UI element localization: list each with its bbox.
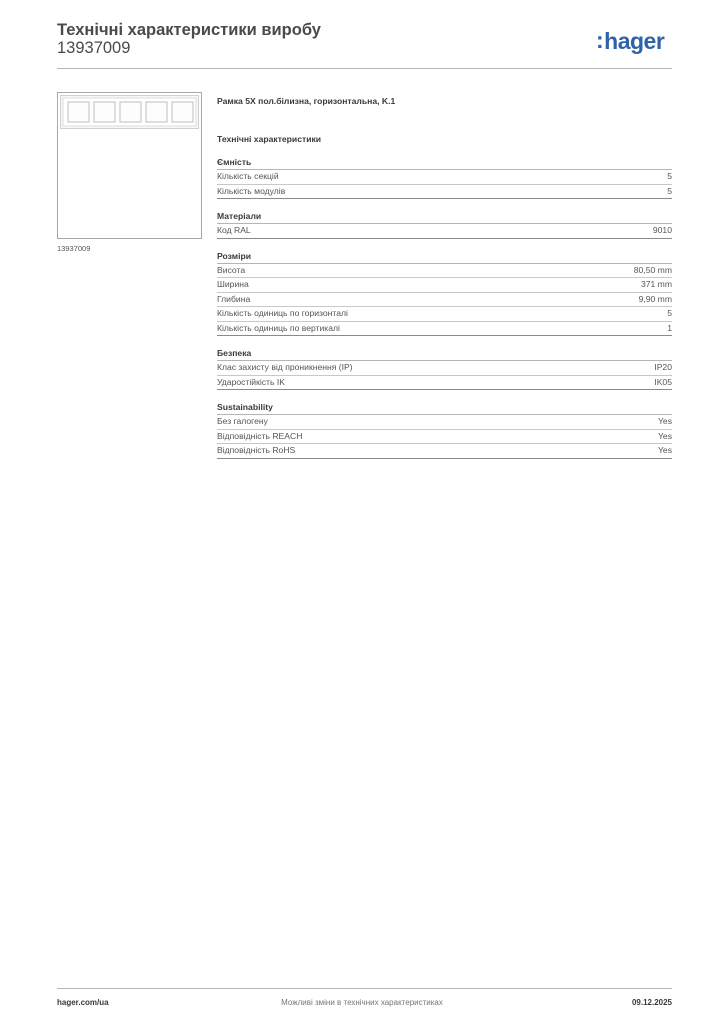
spec-value: 80,50 mm: [633, 264, 672, 275]
header-divider: [57, 68, 672, 69]
spec-value: IP20: [654, 362, 672, 372]
section-title: Sustainability: [217, 401, 672, 415]
spec-section: [217, 156, 672, 199]
logo-text: hager: [604, 28, 665, 54]
spec-label: Клас захисту від проникнення (IP): [217, 362, 353, 372]
spec-sections: [217, 156, 672, 459]
footer-divider: [57, 988, 672, 989]
spec-label: Кількість модулів: [217, 185, 286, 196]
spec-label: Кількість секцій: [217, 171, 279, 181]
spec-content: [217, 96, 672, 470]
spec-value: Yes: [657, 416, 672, 426]
specs-heading: Технічні характеристики: [217, 134, 322, 144]
spec-row: [217, 322, 672, 337]
spec-row: [217, 293, 672, 308]
section-title: Ємність: [217, 156, 672, 170]
section-title: Розміри: [217, 250, 672, 264]
spec-label: Код RAL: [217, 225, 251, 235]
spec-row: [217, 444, 672, 459]
spec-value: 9,90 mm: [638, 293, 672, 304]
hager-logo[interactable]: [596, 28, 664, 55]
section-title: Безпека: [217, 347, 672, 361]
spec-row: [217, 278, 672, 293]
spec-label: Висота: [217, 264, 246, 275]
product-image: [57, 92, 202, 239]
product-name: Рамка 5X пол.білизна, горизонтальна, K.1: [217, 96, 396, 106]
spec-value: Yes: [657, 430, 672, 441]
spec-value: 9010: [652, 225, 672, 235]
image-caption: 13937009: [57, 244, 91, 253]
spec-row: [217, 170, 672, 185]
spec-section: [217, 210, 672, 239]
spec-value: 371 mm: [640, 279, 672, 289]
spec-value: 5: [667, 171, 672, 181]
logo-mark: :: [596, 27, 604, 53]
spec-row: [217, 361, 672, 376]
footer-date: 09.12.2025: [631, 998, 672, 1007]
spec-row: [217, 224, 672, 239]
spec-section: [217, 250, 672, 337]
spec-row: [217, 264, 672, 279]
spec-label: Глибина: [217, 293, 251, 304]
spec-value: Yes: [657, 445, 672, 455]
spec-row: [217, 376, 672, 391]
frame-illustration: [60, 95, 199, 129]
spec-label: Без галогену: [217, 416, 268, 426]
spec-label: Кількість одиниць по горизонталі: [217, 308, 348, 318]
spec-row: [217, 430, 672, 445]
spec-row: [217, 415, 672, 430]
section-title: Матеріали: [217, 210, 672, 224]
footer-website-link[interactable]: hager.com/ua: [57, 998, 109, 1007]
spec-section: [217, 347, 672, 390]
footer-notice: Можливі зміни в технічних характеристиках: [281, 998, 443, 1007]
spec-label: Ударостійкість IK: [217, 376, 285, 387]
product-number: 13937009: [57, 39, 131, 57]
spec-label: Ширина: [217, 279, 249, 289]
spec-section: [217, 401, 672, 459]
spec-row: [217, 185, 672, 200]
spec-value: 1: [667, 322, 672, 333]
spec-row: [217, 307, 672, 322]
document-title: Технічні характеристики виробу: [57, 21, 321, 39]
spec-label: Відповідність RoHS: [217, 445, 296, 455]
spec-value: 5: [667, 185, 672, 196]
spec-value: 5: [667, 308, 672, 318]
spec-value: IK05: [654, 376, 672, 387]
spec-label: Кількість одиниць по вертикалі: [217, 322, 340, 333]
spec-label: Відповідність REACH: [217, 430, 303, 441]
